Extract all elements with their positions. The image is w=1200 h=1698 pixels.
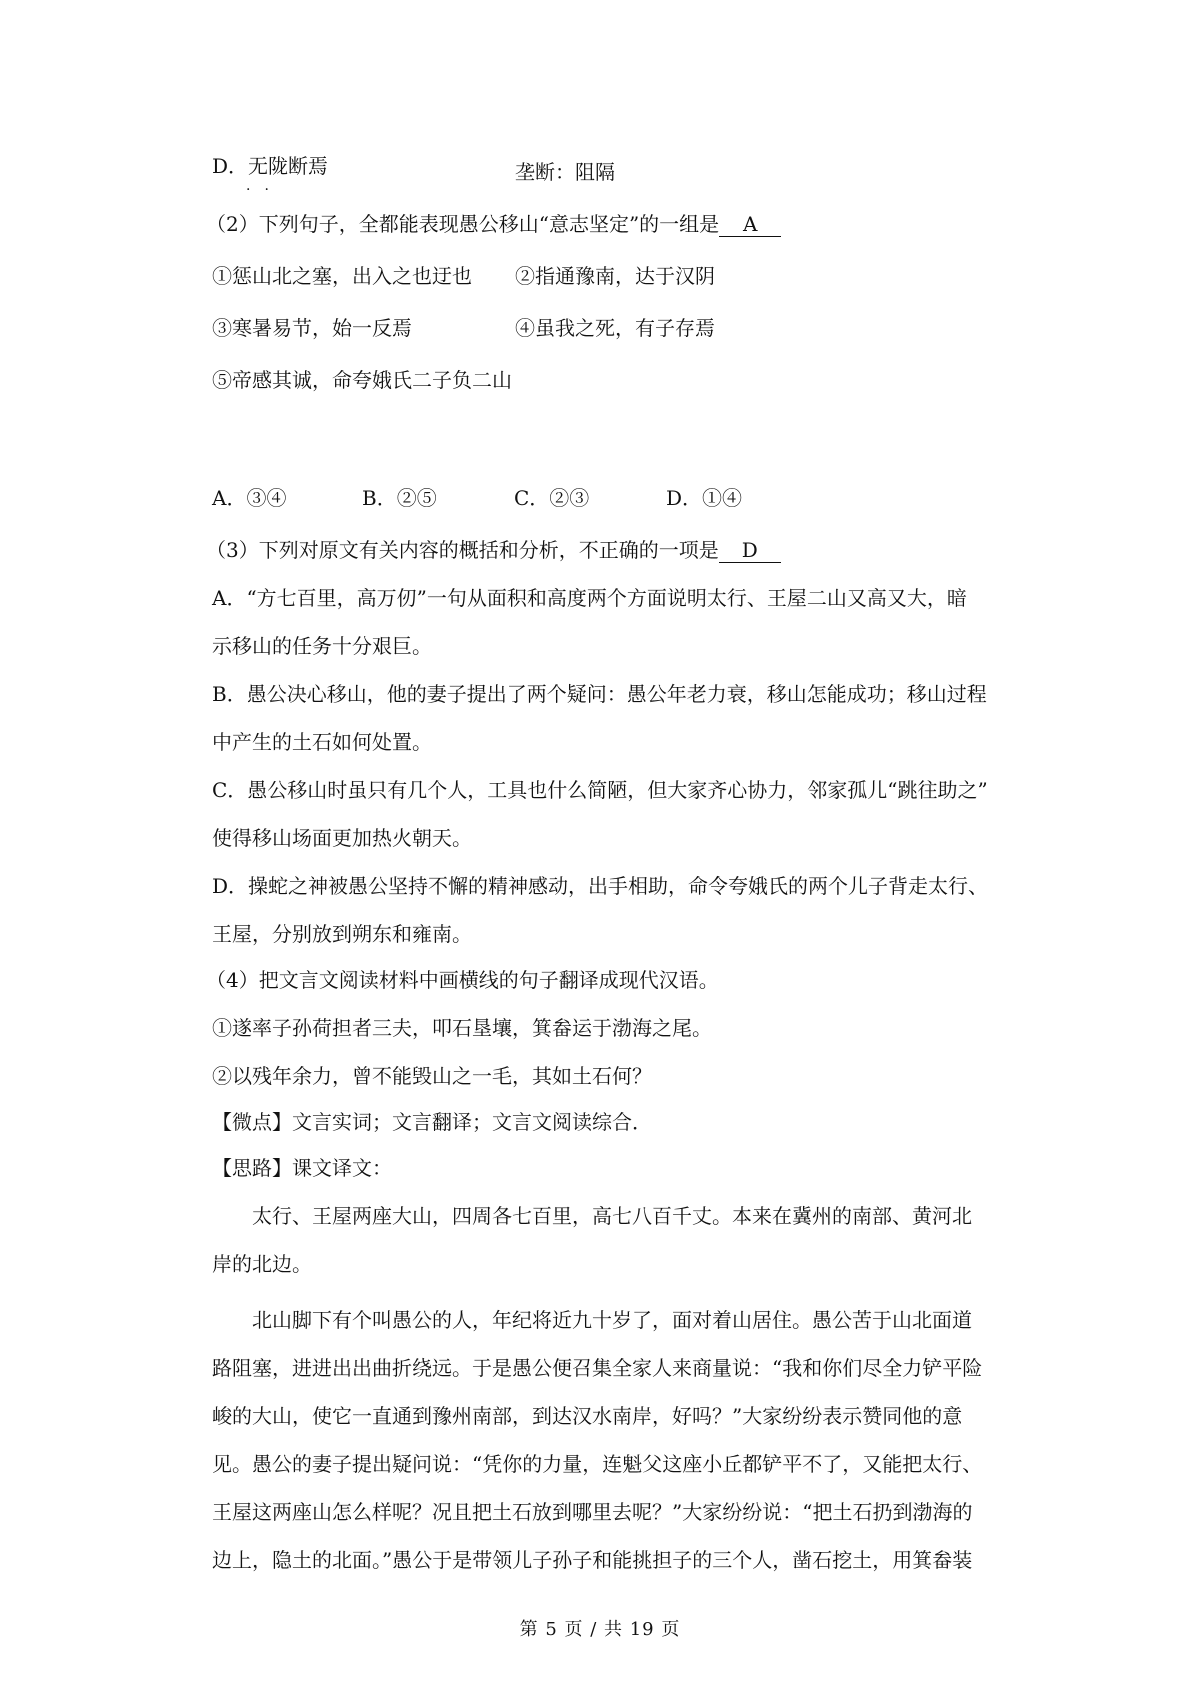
option-d-meaning: 垄断：阻隔	[515, 160, 615, 184]
option-a: A．③④	[212, 486, 287, 510]
paragraph-2-line-6: 边上，隐土的北面。”愚公于是带领儿子孙子和能挑担子的三个人，凿石挖土，用箕畚装	[212, 1548, 973, 1572]
question-4: （4）把文言文阅读材料中画横线的句子翻译成现代汉语。	[206, 968, 719, 992]
choice-a-line-1: A．“方七百里，高万仞”一句从面积和高度两个方面说明太行、王屋二山又高又大，暗	[212, 586, 967, 610]
paragraph-2-line-5: 王屋这两座山怎么样呢？况且把土石放到哪里去呢？”大家纷纷说：“把土石扔到渤海的	[212, 1500, 973, 1524]
option-d: D．①④	[666, 486, 743, 510]
translate-sentence-2: ②以残年余力，曾不能毁山之一毛，其如土石何？	[212, 1064, 652, 1088]
paragraph-1-line-1: 太行、王屋两座大山，四周各七百里，高七八百千丈。本来在冀州的南部、黄河北	[252, 1204, 972, 1228]
translate-sentence-1: ①遂率子孙荷担者三夫，叩石垦壤，箕畚运于渤海之尾。	[212, 1016, 712, 1040]
choice-d-line-1: D．操蛇之神被愚公坚持不懈的精神感动，出手相助，命令夸娥氏的两个儿子背走太行、	[212, 874, 989, 898]
page-footer: 第 5 页 / 共 19 页	[519, 1619, 681, 1640]
silu-line: 【思路】课文译文：	[212, 1156, 392, 1180]
paragraph-2-line-4: 见。愚公的妻子提出疑问说：“凭你的力量，连魁父这座小丘都铲平不了，又能把太行、	[212, 1452, 983, 1476]
choice-a-line-2: 示移山的任务十分艰巨。	[212, 634, 432, 658]
option-d-line	[212, 152, 328, 180]
answer-options	[212, 484, 286, 512]
choice-c-line-2: 使得移山场面更加热火朝天。	[212, 826, 472, 850]
option-b: B．②⑤	[362, 486, 437, 510]
paragraph-2-line-3: 峻的大山，使它一直通到豫州南部，到达汉水南岸，好吗？”大家纷纷表示赞同他的意	[212, 1404, 963, 1428]
question-3-text: （3）下列对原文有关内容的概括和分析，不正确的一项是	[206, 538, 719, 562]
sentence-2: ②指通豫南，达于汉阴	[515, 264, 715, 288]
paragraph-1-line-2: 岸的北边。	[212, 1252, 312, 1276]
paragraph-2-line-2: 路阻塞，进进出出曲折绕远。于是愚公便召集全家人来商量说：“我和你们尽全力铲平险	[212, 1356, 983, 1380]
question-2-text: （2）下列句子，全都能表现愚公移山“意志坚定”的一组是	[206, 212, 720, 236]
sentence-4: ④虽我之死，有子存焉	[515, 316, 715, 340]
emphasis-dots: ··	[246, 182, 283, 198]
choice-c-line-1: C．愚公移山时虽只有几个人，工具也什么简陋，但大家齐心协力，邻家孤儿“跳往助之”	[212, 778, 988, 802]
weidian-line: 【微点】文言实词；文言翻译；文言文阅读综合．	[212, 1110, 652, 1134]
paragraph-2-line-1: 北山脚下有个叫愚公的人，年纪将近九十岁了，面对着山居住。愚公苦于山北面道	[252, 1308, 972, 1332]
choice-d-line-2: 王屋，分别放到朔东和雍南。	[212, 922, 472, 946]
question-3-answer: D	[719, 538, 781, 563]
choice-b-line-1: B．愚公决心移山，他的妻子提出了两个疑问：愚公年老力衰，移山怎能成功；移山过程	[212, 682, 987, 706]
question-3	[206, 536, 781, 564]
sentence-5: ⑤帝感其诚，命夸娥氏二子负二山	[212, 368, 512, 392]
question-2	[206, 210, 781, 238]
sentence-3: ③寒暑易节，始一反焉	[212, 316, 412, 340]
option-d-text: D．无陇断焉	[212, 154, 329, 178]
option-c: C．②③	[514, 486, 590, 510]
question-2-answer: A	[719, 212, 781, 237]
sentence-1: ①惩山北之塞，出入之也迂也	[212, 264, 472, 288]
choice-b-line-2: 中产生的土石如何处置。	[212, 730, 432, 754]
